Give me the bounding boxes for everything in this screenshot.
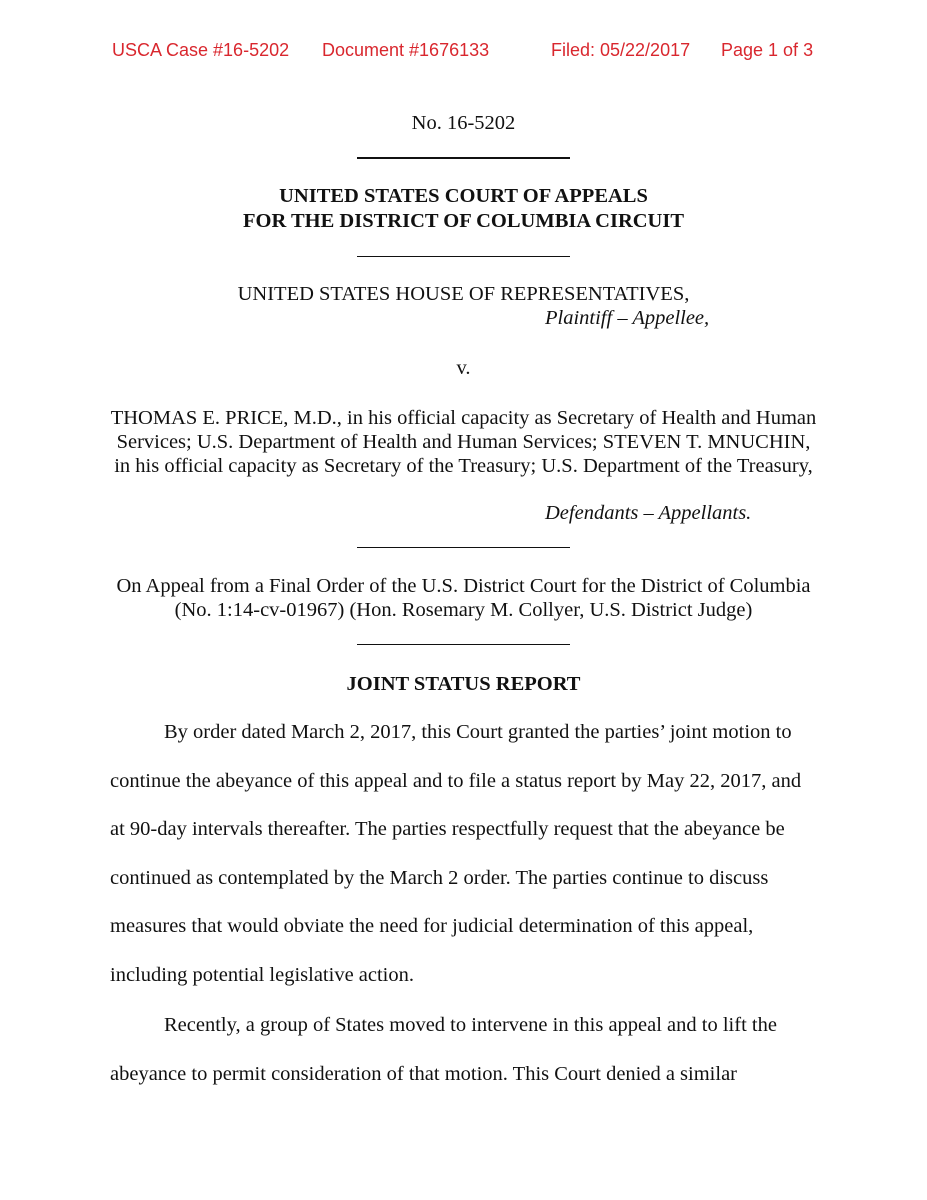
appeal-info: On Appeal from a Final Order of the U.S. District Court for the District of Columbia (No. 1:14-cv-01967) (Hon. Rosemary M. Collyer, U.S. District Judge) — [116, 575, 811, 621]
case-number: USCA Case #16-5202 — [112, 40, 290, 60]
plaintiff-name: UNITED STATES HOUSE OF REPRESENTATIVES, — [237, 283, 690, 305]
court-name-line1: UNITED STATES COURT OF APPEALS — [279, 185, 648, 207]
divider — [357, 157, 570, 159]
divider — [357, 547, 570, 548]
divider — [357, 256, 570, 257]
versus: v. — [456, 357, 471, 379]
paragraph-1: By order dated March 2, 2017, this Court granted the parties’ joint motion to continue the abeyance of this appeal and to file a status report by May 22, 2017, and at 90-day intervals thereafter. The parties respectfully request that the abeyance be continued as contemplated by the March 2 order. The parties continue to discuss measures that would obviate the need for judicial determination of this appeal, including potential legislative action. — [110, 721, 802, 986]
divider — [357, 644, 570, 645]
defendants-role: Defendants – Appellants. — [545, 502, 752, 524]
court-name-line2: FOR THE DISTRICT OF COLUMBIA CIRCUIT — [242, 210, 685, 232]
page-indicator: Page 1 of 3 — [721, 40, 814, 60]
paragraph-2: Recently, a group of States moved to intervene in this appeal and to lift the abeyance to permit consideration of that motion. This Court denied a similar — [110, 1014, 777, 1085]
filed-date: Filed: 05/22/2017 — [551, 40, 691, 60]
filing-header — [0, 40, 927, 66]
docket-number: No. 16-5202 — [411, 112, 516, 134]
report-title: JOINT STATUS REPORT — [346, 673, 581, 695]
plaintiff-role: Plaintiff – Appellee, — [545, 307, 710, 329]
document-number: Document #1676133 — [322, 40, 490, 60]
defendants-names: THOMAS E. PRICE, M.D., in his official capacity as Secretary of Health and Human Services; U.S. Department of Health and Human Services; STEVEN T. MNUCHIN, in his official capacity as Secretary of the Treasury; U.S. Department of the Treasury, — [110, 407, 817, 477]
